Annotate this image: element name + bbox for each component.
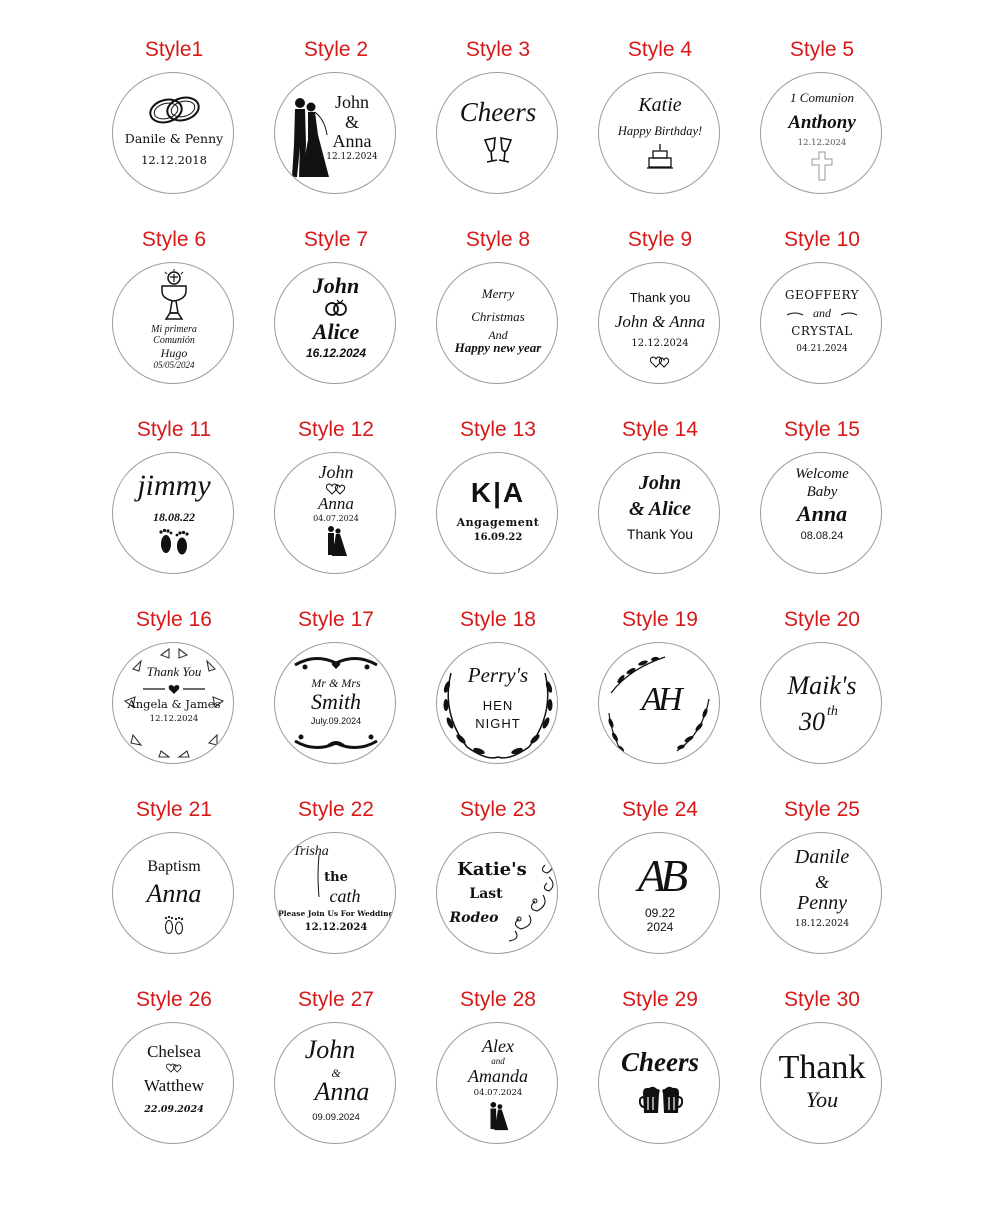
label-ampersand: & bbox=[331, 1066, 341, 1080]
style-3-card[interactable] bbox=[418, 38, 578, 218]
baby-feet-icon bbox=[155, 527, 193, 555]
label-circle[interactable] bbox=[760, 832, 882, 954]
label-title: Cheers bbox=[620, 1047, 699, 1077]
label-name: GEOFFERY bbox=[784, 288, 860, 302]
style-label: Style 24 bbox=[622, 798, 698, 821]
label-circle[interactable] bbox=[598, 832, 720, 954]
style-24-card[interactable] bbox=[580, 798, 740, 978]
label-message: Thank You bbox=[626, 526, 694, 542]
style-label: Style 26 bbox=[136, 988, 212, 1011]
label-date: 12.12.2024 bbox=[797, 138, 847, 148]
label-circle[interactable] bbox=[274, 72, 396, 194]
style-26-card[interactable] bbox=[94, 988, 254, 1168]
style-5-card[interactable] bbox=[742, 38, 902, 218]
style-label: Style1 bbox=[144, 38, 204, 61]
baby-feet-icon bbox=[161, 915, 187, 935]
label-circle[interactable] bbox=[436, 832, 558, 954]
style-20-card[interactable] bbox=[742, 608, 902, 788]
label-circle[interactable] bbox=[760, 642, 882, 764]
label-date: 09.22 bbox=[644, 906, 676, 920]
style-2-card[interactable] bbox=[256, 38, 416, 218]
style-label: Style 11 bbox=[136, 418, 212, 441]
label-title: Cheers bbox=[459, 97, 537, 127]
label-name: Hugo bbox=[160, 346, 188, 360]
style-29-card[interactable] bbox=[580, 988, 740, 1168]
label-date: 04.21.2024 bbox=[796, 344, 848, 354]
label-name: Angela & James bbox=[127, 697, 221, 711]
label-circle[interactable] bbox=[112, 832, 234, 954]
label-date: 12.12.2018 bbox=[141, 153, 207, 167]
label-name: John & Anna bbox=[614, 312, 706, 331]
label-date: 04.07.2024 bbox=[313, 514, 359, 523]
birthday-cake-icon bbox=[645, 143, 675, 169]
label-title: 1 Comunion bbox=[790, 90, 854, 105]
label-name: Anna bbox=[332, 131, 372, 151]
style-25-card[interactable] bbox=[742, 798, 902, 978]
label-circle[interactable] bbox=[436, 72, 558, 194]
label-circle[interactable] bbox=[598, 72, 720, 194]
label-line: Christmas bbox=[471, 309, 525, 324]
cross-icon bbox=[811, 151, 833, 181]
label-message: Happy Birthday! bbox=[617, 124, 703, 138]
label-title: Baby bbox=[806, 484, 838, 500]
label-circle[interactable] bbox=[598, 642, 720, 764]
style-6-card[interactable] bbox=[94, 228, 254, 408]
label-circle[interactable] bbox=[112, 452, 234, 574]
label-date: July.09.2024 bbox=[310, 716, 362, 726]
label-title: Baptism bbox=[147, 858, 201, 875]
style-label: Style 6 bbox=[141, 228, 207, 251]
label-message: Please Join Us For Wedding bbox=[278, 909, 394, 918]
label-title: Thank you bbox=[629, 290, 691, 305]
label-date: 18.12.2024 bbox=[794, 918, 850, 929]
style-17-card[interactable] bbox=[256, 608, 416, 788]
style-label: Style 13 bbox=[460, 418, 536, 441]
style-label: Style 14 bbox=[622, 418, 698, 441]
label-circle[interactable] bbox=[598, 262, 720, 384]
label-name: Alex bbox=[482, 1036, 514, 1056]
label-circle[interactable] bbox=[760, 262, 882, 384]
label-circle[interactable] bbox=[274, 832, 396, 954]
label-circle[interactable] bbox=[274, 642, 396, 764]
label-name: John bbox=[318, 462, 354, 482]
style-label: Style 20 bbox=[784, 608, 860, 631]
label-monogram: AH bbox=[641, 681, 679, 718]
label-connector: and bbox=[813, 306, 831, 320]
label-circle[interactable] bbox=[760, 72, 882, 194]
swirl-vine-icon bbox=[499, 855, 558, 945]
style-label: Style 5 bbox=[789, 38, 855, 61]
style-label: Style 9 bbox=[627, 228, 693, 251]
label-date: 2024 bbox=[646, 920, 674, 934]
label-name: Anna bbox=[318, 494, 354, 513]
label-circle[interactable] bbox=[436, 642, 558, 764]
style-11-card[interactable] bbox=[94, 418, 254, 598]
style-label: Style 18 bbox=[460, 608, 536, 631]
label-line: the bbox=[324, 870, 348, 885]
label-date: 22.09.2024 bbox=[144, 1104, 204, 1115]
style-22-card[interactable] bbox=[256, 798, 416, 978]
label-title: HEN bbox=[482, 698, 514, 713]
label-name: John bbox=[638, 472, 682, 494]
bride-groom-silhouette-icon bbox=[323, 525, 349, 557]
style-30-card[interactable] bbox=[742, 988, 902, 1168]
label-monogram: K|A bbox=[470, 477, 526, 508]
style-label: Style 29 bbox=[622, 988, 698, 1011]
label-circle[interactable] bbox=[436, 262, 558, 384]
label-date: 12.12.2024 bbox=[631, 338, 689, 349]
label-line: Happy new year bbox=[454, 340, 542, 355]
style-4-card[interactable] bbox=[580, 38, 740, 218]
style-label: Style 12 bbox=[298, 418, 374, 441]
label-name: Amanda bbox=[468, 1066, 528, 1086]
style-label: Style 22 bbox=[298, 798, 374, 821]
label-date: 09.09.2024 bbox=[312, 1112, 360, 1123]
label-date: 04.07.2024 bbox=[473, 1088, 523, 1098]
label-date: 12.12.2024 bbox=[149, 714, 199, 724]
style-23-card[interactable] bbox=[418, 798, 578, 978]
label-name: Smith bbox=[310, 689, 362, 714]
style-14-card[interactable] bbox=[580, 418, 740, 598]
label-name: Katie bbox=[638, 94, 682, 116]
label-name: CRYSTAL bbox=[791, 324, 853, 338]
label-ampersand: & bbox=[344, 112, 359, 132]
label-circle[interactable] bbox=[274, 262, 396, 384]
label-name: Maik's bbox=[787, 671, 857, 700]
label-circle[interactable] bbox=[436, 452, 558, 574]
label-circle[interactable] bbox=[112, 1022, 234, 1144]
style-label: Style 2 bbox=[303, 38, 369, 61]
style-19-card[interactable] bbox=[580, 608, 740, 788]
hearts-icon bbox=[650, 356, 670, 368]
style-12-card[interactable] bbox=[256, 418, 416, 598]
label-circle[interactable] bbox=[274, 1022, 396, 1144]
style-label: Style 7 bbox=[303, 228, 369, 251]
label-circle[interactable] bbox=[760, 1022, 882, 1144]
label-date: 05/05/2024 bbox=[153, 360, 195, 370]
label-title: Mi primera bbox=[151, 324, 197, 335]
label-circle[interactable] bbox=[760, 452, 882, 574]
label-name: Anna bbox=[314, 1077, 370, 1106]
style-21-card[interactable] bbox=[94, 798, 254, 978]
label-suffix: th bbox=[827, 704, 838, 719]
label-line: Rodeo bbox=[449, 910, 499, 926]
style-label: Style 25 bbox=[784, 798, 860, 821]
label-name: Perry's bbox=[467, 663, 529, 687]
label-name: John bbox=[334, 92, 369, 112]
label-circle[interactable] bbox=[274, 452, 396, 574]
label-circle[interactable] bbox=[598, 452, 720, 574]
label-title: NIGHT bbox=[475, 716, 521, 731]
style-label: Style 27 bbox=[298, 988, 374, 1011]
style-28-card[interactable] bbox=[418, 988, 578, 1168]
label-line: And bbox=[488, 328, 508, 342]
label-name: Alice bbox=[312, 319, 360, 344]
label-name: Watthew bbox=[144, 1076, 204, 1095]
label-name: John bbox=[312, 273, 360, 298]
bride-groom-silhouette-icon bbox=[485, 1101, 511, 1131]
style-label: Style 10 bbox=[784, 228, 860, 251]
style-13-card[interactable] bbox=[418, 418, 578, 598]
style-15-card[interactable] bbox=[742, 418, 902, 598]
style-label: Style 19 bbox=[622, 608, 698, 631]
style-8-card[interactable] bbox=[418, 228, 578, 408]
label-connector: and bbox=[491, 1056, 505, 1066]
label-title: Thank You bbox=[146, 664, 202, 679]
label-date: 16.12.2024 bbox=[305, 346, 367, 360]
label-date: 18.08.22 bbox=[153, 510, 195, 524]
label-name: Penny bbox=[797, 892, 847, 914]
style-label: Style 8 bbox=[465, 228, 531, 251]
label-circle[interactable] bbox=[436, 1022, 558, 1144]
label-circle[interactable] bbox=[112, 642, 234, 764]
label-name: John bbox=[304, 1035, 356, 1064]
label-name: jimmy bbox=[137, 469, 211, 502]
style-18-card[interactable] bbox=[418, 608, 578, 788]
label-date: 12.12.2024 bbox=[326, 152, 378, 162]
label-name: & Alice bbox=[628, 498, 692, 520]
style-label: Style 21 bbox=[136, 798, 212, 821]
style-label: Style 28 bbox=[460, 988, 536, 1011]
label-circle[interactable] bbox=[598, 1022, 720, 1144]
chalice-icon bbox=[159, 269, 189, 321]
style-27-card[interactable] bbox=[256, 988, 416, 1168]
label-date: 08.08.24 bbox=[800, 530, 844, 542]
style-9-card[interactable] bbox=[580, 228, 740, 408]
label-title: Angagement bbox=[456, 516, 540, 529]
style-label: Style 30 bbox=[784, 988, 860, 1011]
style-label: Style 4 bbox=[627, 38, 693, 61]
label-title: You bbox=[805, 1087, 839, 1112]
label-ampersand: & bbox=[814, 872, 829, 892]
label-circle[interactable] bbox=[112, 262, 234, 384]
style-label: Style 3 bbox=[465, 38, 531, 61]
label-name: Chelsea bbox=[147, 1042, 201, 1061]
champagne-glasses-icon bbox=[481, 135, 515, 165]
label-circle[interactable] bbox=[112, 72, 234, 194]
label-name: Katie's bbox=[457, 859, 527, 880]
label-name: Anna bbox=[146, 879, 202, 908]
label-name: Danile & Penny bbox=[124, 131, 224, 146]
label-line: Last bbox=[469, 886, 503, 902]
label-title: Mr & Mrs bbox=[311, 676, 361, 690]
label-title: Welcome bbox=[795, 466, 849, 482]
style-10-card[interactable] bbox=[742, 228, 902, 408]
style-label: Style 17 bbox=[298, 608, 374, 631]
label-name: Danile bbox=[794, 846, 850, 868]
label-line: Merry bbox=[481, 286, 515, 301]
label-title: Comunión bbox=[153, 335, 195, 346]
label-name: Trisha bbox=[293, 844, 329, 859]
label-number: 30 bbox=[799, 707, 825, 736]
label-name: cath bbox=[329, 886, 361, 906]
label-title: Thank bbox=[778, 1049, 866, 1086]
style-7-card[interactable] bbox=[256, 228, 416, 408]
style-label: Style 23 bbox=[460, 798, 536, 821]
label-name: Anna bbox=[796, 501, 848, 526]
label-monogram: AB bbox=[637, 850, 683, 901]
wedding-rings-icon bbox=[143, 91, 205, 127]
beer-mugs-icon bbox=[639, 1085, 683, 1117]
label-name: Anthony bbox=[788, 112, 856, 133]
label-date: 16.09.22 bbox=[473, 532, 523, 543]
style-1-card[interactable] bbox=[94, 38, 254, 218]
style-16-card[interactable] bbox=[94, 608, 254, 788]
style-label: Style 15 bbox=[784, 418, 860, 441]
style-label: Style 16 bbox=[136, 608, 212, 631]
label-date: 12.12.2024 bbox=[304, 922, 368, 933]
wedding-rings-icon bbox=[323, 299, 349, 317]
hearts-icon bbox=[166, 1063, 182, 1073]
